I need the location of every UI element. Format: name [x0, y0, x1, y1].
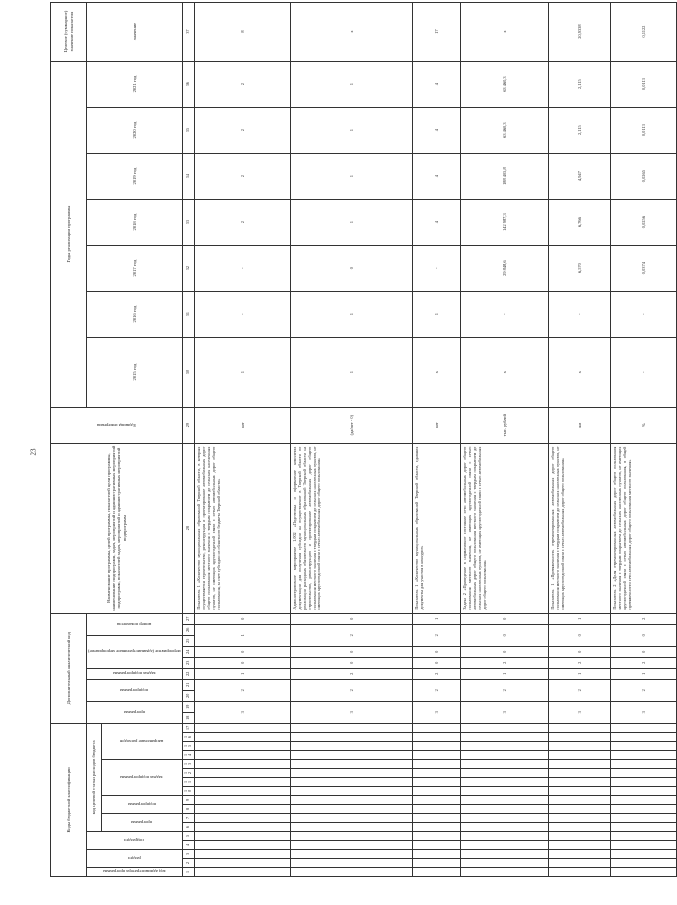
budget-code-cell: [195, 733, 291, 742]
col-number: 21: [182, 679, 195, 690]
target-value-cell: х: [291, 2, 413, 61]
col-number: 14: [182, 751, 195, 760]
budget-code-cell: [291, 823, 413, 832]
year-value-cell: 1: [291, 291, 413, 337]
col-number: 5: [182, 832, 195, 841]
year-2020-header: 2020 год: [87, 107, 183, 153]
year-value-cell: 4: [413, 153, 461, 199]
col-number: 30: [182, 337, 195, 407]
add-subprogram-header: подпрограмма: [87, 679, 183, 701]
year-value-cell: х: [461, 337, 549, 407]
year-value-cell: 2,115: [549, 107, 611, 153]
budget-code-cell: [549, 850, 611, 859]
budget-code-cell: [195, 723, 291, 732]
additional-code-cell: 2: [461, 679, 549, 701]
budget-code-cell: [195, 796, 291, 805]
year-value-cell: 1: [291, 107, 413, 153]
budget-code-cell: [413, 823, 461, 832]
additional-code-cell: 1: [195, 624, 291, 646]
additional-code-cell: 2: [549, 679, 611, 701]
budget-code-cell: [461, 850, 549, 859]
budget-code-cell: [611, 723, 677, 732]
row-name-cell: Задача 2 «Приведение в нормативное состояние сети автомобильных дорог общего пользования местного значения, не имеющих круглогодичной связи с сетью автомобильных дорог общего пользования местного значения с твердым покрытием до сельских населенных пунктов, не имеющих круглогодичной связи с сетью автомобильных дорог общего пользования»: [461, 443, 549, 613]
additional-code-cell: 2: [413, 679, 461, 701]
budget-code-cell: [195, 805, 291, 814]
budget-code-cell: [461, 814, 549, 823]
col-number: 24: [182, 646, 195, 657]
budget-code-cell: [291, 868, 413, 877]
year-value-cell: 0,0113: [611, 107, 677, 153]
additional-code-cell: 0: [461, 613, 549, 624]
budget-code-cell: [461, 841, 549, 850]
budget-code-cell: [611, 733, 677, 742]
budget-code-cell: [549, 751, 611, 760]
year-value-cell: 2,115: [549, 61, 611, 107]
additional-code-cell: 0: [549, 646, 611, 657]
year-value-cell: 2: [195, 153, 291, 199]
rotated-table-page: [50, 10, 647, 877]
target-value-cell: 0,1122: [611, 2, 677, 61]
additional-code-cell: 1: [611, 668, 677, 679]
additional-code-cell: 1: [549, 668, 611, 679]
budget-code-cell: [195, 751, 291, 760]
additional-code-cell: 0: [291, 646, 413, 657]
budget-code-cell: [413, 760, 461, 769]
budget-code-cell: [195, 868, 291, 877]
target-value-cell: 20,9338: [549, 2, 611, 61]
budget-code-cell: [549, 723, 611, 732]
additional-code-cell: 2: [549, 657, 611, 668]
col-number: 27: [182, 613, 195, 624]
target-value-cell: 17: [413, 2, 461, 61]
budget-code-cell: [291, 859, 413, 868]
budget-code-cell: [291, 742, 413, 751]
additional-code-cell: 0: [413, 657, 461, 668]
budget-code-cell: [461, 859, 549, 868]
budget-code-cell: [291, 760, 413, 769]
col-number: 25: [182, 635, 195, 646]
additional-code-cell: 2: [195, 679, 291, 701]
budget-code-cell: [461, 742, 549, 751]
year-value-cell: -: [195, 245, 291, 291]
col-number: 26: [182, 624, 195, 635]
budget-code-cell: [549, 778, 611, 787]
year-value-cell: -: [413, 245, 461, 291]
col-number: 6: [182, 823, 195, 832]
additional-code-cell: 2: [291, 668, 413, 679]
target-subprogram-header: подпрограмма: [101, 796, 182, 814]
add-task-header: задача подпрограммы: [87, 668, 183, 679]
year-value-cell: 6,570: [549, 245, 611, 291]
col-number: 37: [182, 2, 195, 61]
col-number: 15: [182, 742, 195, 751]
budget-code-cell: [195, 832, 291, 841]
year-value-cell: 4: [413, 107, 461, 153]
budget-code-cell: [611, 850, 677, 859]
budget-code-cell: [611, 823, 677, 832]
budget-code-cell: [291, 733, 413, 742]
row-unit-cell: %: [611, 407, 677, 443]
additional-code-cell: 2: [291, 624, 413, 646]
year-value-cell: 63 460,3: [461, 107, 549, 153]
year-value-cell: 0,0256: [611, 199, 677, 245]
budget-code-cell: [461, 787, 549, 796]
year-value-cell: 0,0374: [611, 245, 677, 291]
col-number: 28: [182, 443, 195, 613]
row-name-cell: Показатель 2 «Доля отремонтированных автомобильных дорог общего пользования местного значения с твердым покрытием до сельских населенных пунктов, не имеющих круглогодичной связи с сетью автомобильных дорог общего пользования, в общей протяженности сети автомобильных дорог общего пользования местного значения»: [611, 443, 677, 613]
target-article-header: код целевой статьи расходов бюджета: [87, 723, 102, 831]
year-value-cell: 142 987,3: [461, 199, 549, 245]
additional-code-cell: 0: [461, 646, 549, 657]
additional-code-header: Дополнительный аналитический код: [51, 613, 87, 723]
year-value-cell: 1: [291, 337, 413, 407]
additional-code-cell: 1: [195, 668, 291, 679]
col-number: 34: [182, 153, 195, 199]
year-2016-header: 2016 год: [87, 291, 183, 337]
budget-code-cell: [291, 778, 413, 787]
year-value-cell: х: [413, 337, 461, 407]
col-number: 29: [182, 407, 195, 443]
target-value-cell: 8: [195, 2, 291, 61]
budget-code-cell: [611, 841, 677, 850]
row-unit-cell: шт: [413, 407, 461, 443]
budget-code-cell: [611, 751, 677, 760]
budget-code-cell: [291, 814, 413, 823]
col-number: 12: [182, 769, 195, 778]
additional-code-cell: 2: [611, 613, 677, 624]
additional-code-cell: 3: [413, 701, 461, 723]
year-value-cell: 2: [195, 199, 291, 245]
budget-code-cell: [413, 787, 461, 796]
budget-code-cell: [413, 850, 461, 859]
budget-code-cell: [291, 787, 413, 796]
year-value-cell: 0,0113: [611, 61, 677, 107]
budget-code-cell: [413, 814, 461, 823]
budget-code-cell: [549, 760, 611, 769]
budget-code-cell: [549, 733, 611, 742]
year-2021-header: 2021 год: [87, 61, 183, 107]
col-number: 33: [182, 199, 195, 245]
budget-code-cell: [195, 850, 291, 859]
year-2019-header: 2019 год: [87, 153, 183, 199]
year-value-cell: 1: [291, 199, 413, 245]
year-value-cell: 1: [291, 153, 413, 199]
budget-code-cell: [195, 787, 291, 796]
col-number: 3: [182, 850, 195, 859]
col-number: 31: [182, 291, 195, 337]
row-unit-cell: тыс. рублей: [461, 407, 549, 443]
additional-code-cell: 0: [611, 624, 677, 646]
year-value-cell: 4: [413, 61, 461, 107]
budget-code-cell: [611, 787, 677, 796]
budget-code-cell: [549, 796, 611, 805]
year-value-cell: 2: [195, 61, 291, 107]
col-number: 36: [182, 61, 195, 107]
budget-code-cell: [549, 868, 611, 877]
budget-code-cell: [549, 823, 611, 832]
additional-code-cell: 0: [195, 646, 291, 657]
year-value-cell: -: [461, 291, 549, 337]
col-number: 22: [182, 668, 195, 679]
additional-code-cell: 0: [611, 646, 677, 657]
table-row: [549, 2, 611, 876]
table-row: [195, 2, 291, 876]
col-number: 13: [182, 760, 195, 769]
additional-code-cell: 0: [291, 613, 413, 624]
budget-code-cell: [291, 796, 413, 805]
year-value-cell: -: [611, 337, 677, 407]
budget-code-cell: [195, 823, 291, 832]
row-name-cell: Показатель 1 «Протяженность отремонтированных автомобильных дорог общего пользования местного значения с твердым покрытием до сельских населенных пунктов, не имеющих круглогодичной связи с сетью автомобильных дорог общего пользования»: [549, 443, 611, 613]
add-indicator-number-header: номер показателя: [87, 613, 183, 635]
year-value-cell: -: [611, 291, 677, 337]
budget-code-cell: [413, 841, 461, 850]
budget-code-cell: [461, 769, 549, 778]
admin-code-header: код администратора программы: [87, 868, 183, 877]
budget-code-cell: [549, 814, 611, 823]
row-name-cell: Показатель 1 «Количество муниципальных образований Тверской области, в которых осуществляется строительство, реконструкция и проектирование автомобильных дорог общего пользования местного значения с твердым покрытием до сельских населенных пунктов, не имеющих круглогодичной связи с сетью автомобильных дорог общего пользования, за счет субсидии из областного бюджета Тверской области»: [195, 443, 291, 613]
year-value-cell: 2: [195, 107, 291, 153]
col-number: 11: [182, 778, 195, 787]
budget-code-cell: [549, 859, 611, 868]
additional-code-cell: 2: [611, 679, 677, 701]
budget-code-cell: [291, 723, 413, 732]
additional-code-cell: 3: [611, 701, 677, 723]
budget-code-cell: [611, 778, 677, 787]
budget-code-cell: [195, 760, 291, 769]
col-number: 32: [182, 245, 195, 291]
budget-code-cell: [549, 841, 611, 850]
table-row: [461, 2, 549, 876]
budget-code-cell: [461, 868, 549, 877]
additional-code-cell: 0: [195, 613, 291, 624]
unit-header: Единица измерения: [51, 407, 183, 443]
year-value-cell: 0,0265: [611, 153, 677, 199]
budget-code-cell: [291, 769, 413, 778]
budget-code-cell: [413, 733, 461, 742]
budget-code-cell: [611, 805, 677, 814]
budget-code-cell: [611, 760, 677, 769]
years-group-header: Годы реализации программы: [51, 61, 87, 407]
additional-code-cell: 0: [461, 624, 549, 646]
additional-code-cell: 2: [291, 679, 413, 701]
additional-code-cell: 2: [413, 624, 461, 646]
table-row: [413, 2, 461, 876]
col-number: 9: [182, 796, 195, 805]
additional-code-cell: 3: [549, 701, 611, 723]
col-number: 16: [182, 733, 195, 742]
additional-code-cell: 0: [549, 624, 611, 646]
col-number: 7: [182, 814, 195, 823]
year-value-cell: -: [195, 291, 291, 337]
year-value-cell: 1: [413, 291, 461, 337]
add-activity-header: мероприятие (административное мероприятие): [87, 635, 183, 668]
target-program-header: программа: [101, 814, 182, 832]
budget-code-cell: [291, 751, 413, 760]
col-number: 4: [182, 841, 195, 850]
year-value-cell: 6,766: [549, 199, 611, 245]
name-header: Наименование программы, целей программы, показателей цели программы, наименование подпрограмм, задач, мероприятий и административных мероприятий подпрограмм, показателей задач, мероприятий и административных мероприятий подпрограмм: [51, 443, 183, 613]
budget-code-cell: [461, 760, 549, 769]
budget-code-cell: [549, 805, 611, 814]
year-value-cell: 1: [291, 61, 413, 107]
row-unit-cell: км: [549, 407, 611, 443]
value-header: значение: [87, 2, 183, 61]
budget-code-cell: [413, 778, 461, 787]
budget-code-cell: [461, 796, 549, 805]
budget-code-cell: [611, 859, 677, 868]
year-value-cell: 0: [291, 245, 413, 291]
additional-code-cell: 2: [413, 668, 461, 679]
col-number: 19: [182, 701, 195, 712]
budget-code-cell: [413, 769, 461, 778]
col-number: 18: [182, 712, 195, 723]
additional-code-cell: 1: [413, 613, 461, 624]
budget-code-cell: [291, 850, 413, 859]
budget-code-cell: [413, 796, 461, 805]
program-indicators-table: [50, 2, 677, 877]
budget-code-cell: [291, 805, 413, 814]
additional-code-cell: 3: [195, 701, 291, 723]
additional-code-cell: 3: [461, 701, 549, 723]
col-number: 35: [182, 107, 195, 153]
col-number: 20: [182, 690, 195, 701]
budget-code-cell: [549, 787, 611, 796]
row-name-cell: Административное мероприятие 1.002 «Подготовка и оформление комплекта документации для получения субсидии на осуществление в Тверской области по реализации расходных обязательств муниципальных образований Тверской области на строительство, реконструкцию и проектирование автомобильных дорог общего пользования местного значения с твердым покрытием до сельских населенных пунктов, не имеющих круглогодичной связи с сетью автомобильных дорог общего пользования»: [291, 443, 413, 613]
subsection-header: подраздел: [87, 832, 183, 850]
budget-code-cell: [549, 742, 611, 751]
budget-code-cell: [611, 814, 677, 823]
col-number: 23: [182, 657, 195, 668]
section-header: раздел: [87, 850, 183, 868]
year-2017-header: 2017 год: [87, 245, 183, 291]
budget-code-cell: [461, 723, 549, 732]
year-value-cell: 4,947: [549, 153, 611, 199]
add-program-header: программа: [87, 701, 183, 723]
budget-code-cell: [195, 742, 291, 751]
table-row: [291, 2, 413, 876]
budget-code-cell: [413, 751, 461, 760]
budget-code-cell: [413, 805, 461, 814]
budget-code-cell: [461, 832, 549, 841]
row-unit-cell: (да/нет - 0): [291, 407, 413, 443]
budget-code-cell: [461, 778, 549, 787]
additional-code-cell: 2: [461, 657, 549, 668]
page-number: 23: [29, 448, 38, 456]
target-direction-header: направление расходов: [101, 723, 182, 759]
budget-code-cell: [549, 769, 611, 778]
budget-code-cell: [611, 868, 677, 877]
col-number: 1: [182, 868, 195, 877]
additional-code-cell: 1: [549, 613, 611, 624]
budget-code-cell: [461, 805, 549, 814]
year-value-cell: -: [549, 291, 611, 337]
budget-code-cell: [195, 859, 291, 868]
col-number: 8: [182, 805, 195, 814]
budget-codes-header: Коды бюджетной классификации: [51, 723, 87, 876]
target-value-cell: х: [461, 2, 549, 61]
budget-code-cell: [413, 832, 461, 841]
additional-code-cell: 1: [461, 668, 549, 679]
additional-code-cell: 0: [291, 657, 413, 668]
budget-code-cell: [195, 778, 291, 787]
col-number: 10: [182, 787, 195, 796]
row-name-cell: Показатель 1 «Количество муниципальных образований Тверской области, сдавших документы для участия в конкурсе»: [413, 443, 461, 613]
budget-code-cell: [291, 841, 413, 850]
additional-code-cell: 0: [195, 657, 291, 668]
budget-code-cell: [611, 742, 677, 751]
col-number: 17: [182, 723, 195, 732]
target-task-header: задача подпрограммы: [101, 760, 182, 796]
target-value-header: Целевое (суммарное) значение показателя: [51, 2, 87, 61]
budget-code-cell: [413, 868, 461, 877]
budget-code-cell: [195, 769, 291, 778]
additional-code-cell: 3: [291, 701, 413, 723]
additional-code-cell: 2: [611, 657, 677, 668]
budget-code-cell: [195, 814, 291, 823]
budget-code-cell: [611, 796, 677, 805]
col-number: 2: [182, 859, 195, 868]
year-value-cell: 1: [195, 337, 291, 407]
budget-code-cell: [291, 832, 413, 841]
row-unit-cell: шт: [195, 407, 291, 443]
year-value-cell: х: [549, 337, 611, 407]
table-row: [611, 2, 677, 876]
budget-code-cell: [611, 832, 677, 841]
budget-code-cell: [413, 723, 461, 732]
budget-code-cell: [461, 823, 549, 832]
additional-code-cell: 0: [413, 646, 461, 657]
year-value-cell: 188 405,8: [461, 153, 549, 199]
year-value-cell: 29 848,6: [461, 245, 549, 291]
budget-code-cell: [413, 742, 461, 751]
year-2018-header: 2018 год: [87, 199, 183, 245]
year-value-cell: 63 460,3: [461, 61, 549, 107]
year-value-cell: 4: [413, 199, 461, 245]
budget-code-cell: [413, 859, 461, 868]
budget-code-cell: [611, 769, 677, 778]
budget-code-cell: [461, 751, 549, 760]
budget-code-cell: [549, 832, 611, 841]
budget-code-cell: [461, 733, 549, 742]
year-2015-header: 2015 год: [87, 337, 183, 407]
budget-code-cell: [195, 841, 291, 850]
